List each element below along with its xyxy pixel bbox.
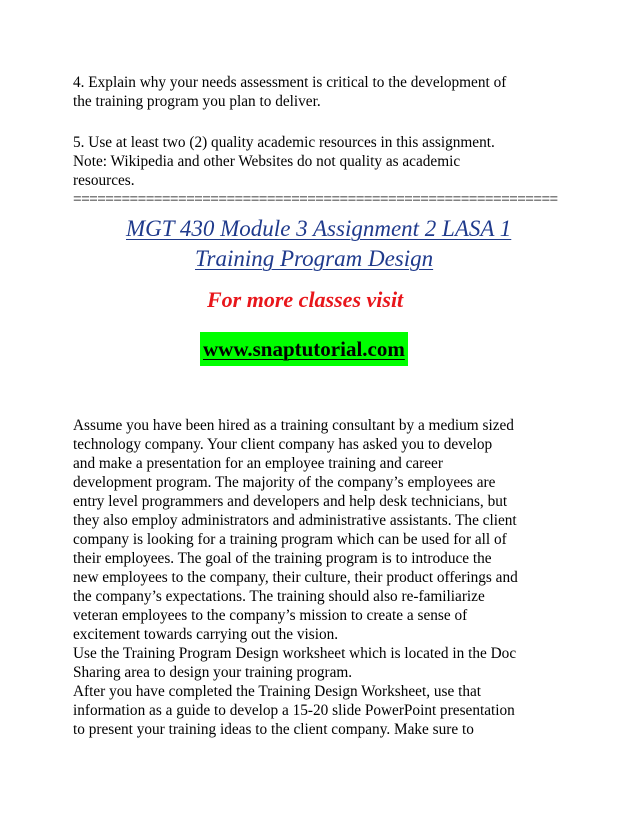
body-line: they also employ administrators and administrative assistants. The client xyxy=(73,512,517,529)
item5-line-2: Note: Wikipedia and other Websites do not quality as academic xyxy=(73,153,461,170)
item5-line-1: 5. Use at least two (2) quality academic resources in this assignment. xyxy=(73,134,495,151)
body-line: Use the Training Program Design worksheet which is located in the Doc xyxy=(73,645,517,662)
item4-line-1: 4. Explain why your needs assessment is critical to the development of xyxy=(73,74,507,91)
item4-line-2: the training program you plan to deliver. xyxy=(73,93,321,110)
body-line: their employees. The goal of the training program is to introduce the xyxy=(73,550,492,567)
body-line: the company’s expectations. The training should also re-familiarize xyxy=(73,588,485,605)
separator-line: ============================================================ xyxy=(73,191,558,208)
course-title-link[interactable]: MGT 430 Module 3 Assignment 2 LASA 1 xyxy=(126,216,512,241)
body-line: entry level programmers and developers and help desk technicians, but xyxy=(73,493,508,510)
body-line: After you have completed the Training Design Worksheet, use that xyxy=(73,683,482,700)
body-line: development program. The majority of the company’s employees are xyxy=(73,474,496,491)
body-line: technology company. Your client company has asked you to develop xyxy=(73,436,493,453)
body-line: company is looking for a training program which can be used for all of xyxy=(73,531,507,548)
body-line: Assume you have been hired as a training consultant by a medium sized xyxy=(73,417,514,434)
course-subtitle-link[interactable]: Training Program Design xyxy=(195,246,434,271)
body-line: to present your training ideas to the client company. Make sure to xyxy=(73,721,474,738)
body-line: excitement towards carrying out the vision. xyxy=(73,626,339,643)
snaptutorial-link[interactable]: www.snaptutorial.com xyxy=(203,337,405,361)
more-classes-heading: For more classes visit xyxy=(207,287,404,312)
body-line: veteran employees to the company’s mission to create a sense of xyxy=(73,607,468,624)
url-highlight xyxy=(200,332,408,366)
body-line: Sharing area to design your training program. xyxy=(73,664,353,681)
item5-line-3: resources. xyxy=(73,172,135,189)
body-line: new employees to the company, their culture, their product offerings and xyxy=(73,569,518,586)
body-line: information as a guide to develop a 15-20 slide PowerPoint presentation xyxy=(73,702,515,719)
body-line: and make a presentation for an employee training and career xyxy=(73,455,443,472)
